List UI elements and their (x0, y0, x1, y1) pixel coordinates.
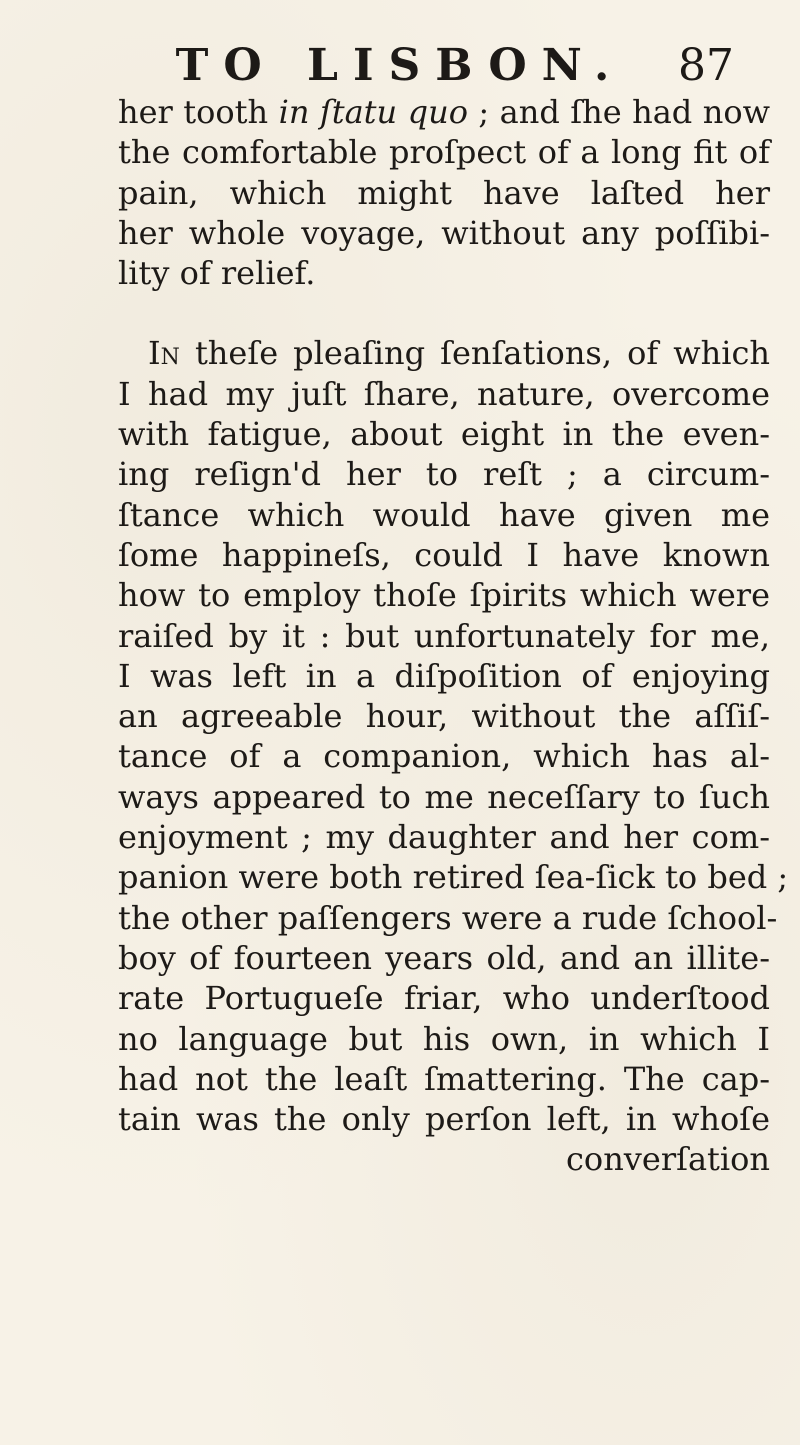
running-title: TO LISBON. (175, 40, 625, 91)
text-line: In theſe pleaſing ſenſations, of which (148, 334, 770, 373)
text-line: with fatigue, about eight in the even- (118, 415, 770, 454)
text-line: I was left in a diſpoſition of enjoying (118, 656, 770, 695)
text-line: pain, which might have laſted her (118, 173, 770, 212)
text-line: her tooth in ſtatu quo ; and ſhe had now (118, 93, 771, 131)
paragraph-gap (118, 293, 770, 333)
text-line: raiſed by it : but unfortunately for me, (118, 616, 770, 655)
page-header (0, 36, 800, 96)
text-line: rate Portugueſe friar, who underſtood (118, 979, 770, 1018)
text-line: tance of a companion, which has al- (118, 737, 770, 776)
paragraph-1 (118, 92, 770, 293)
text-line: panion were both retired ſea-ſick to bed ; (118, 858, 789, 897)
page-number: 87 (678, 40, 734, 91)
text-line: I had my juſt ſhare, nature, overcome (118, 374, 770, 413)
text-line: an agreeable hour, without the aſſiſ- (118, 697, 770, 736)
text-line: the comfortable proſpect of a long fit of (118, 133, 770, 172)
text-line: enjoyment ; my daughter and her com- (118, 818, 770, 857)
text-line: the other paſſengers were a rude ſchool- (118, 898, 778, 937)
italic-phrase: in ſtatu quo (278, 93, 468, 131)
text-line: ing reſign'd her to reſt ; a circum- (118, 455, 770, 494)
text-line: tain was the only perſon left, in whoſe (118, 1100, 770, 1139)
text-line: had not the leaſt ſmattering. The cap- (118, 1059, 770, 1098)
body-text (118, 92, 789, 1180)
text-line: boy of fourteen years old, and an illite- (118, 938, 770, 977)
text-line: ſome happineſs, could I have known (118, 535, 770, 574)
smallcaps-word: In (148, 334, 180, 373)
paragraph-2 (118, 333, 789, 1139)
text-line: ſtance which would have given me (118, 495, 770, 534)
text-line: no language but his own, in which I (118, 1019, 770, 1058)
text-line: ways appeared to me neceſſary to ſuch (118, 777, 770, 816)
text-line: her whole voyage, without any poſſibi- (118, 213, 770, 252)
catchword: converſation (566, 1140, 770, 1179)
text-line: how to employ thoſe ſpirits which were (118, 576, 770, 615)
text-line: lity of relief. (118, 254, 316, 293)
